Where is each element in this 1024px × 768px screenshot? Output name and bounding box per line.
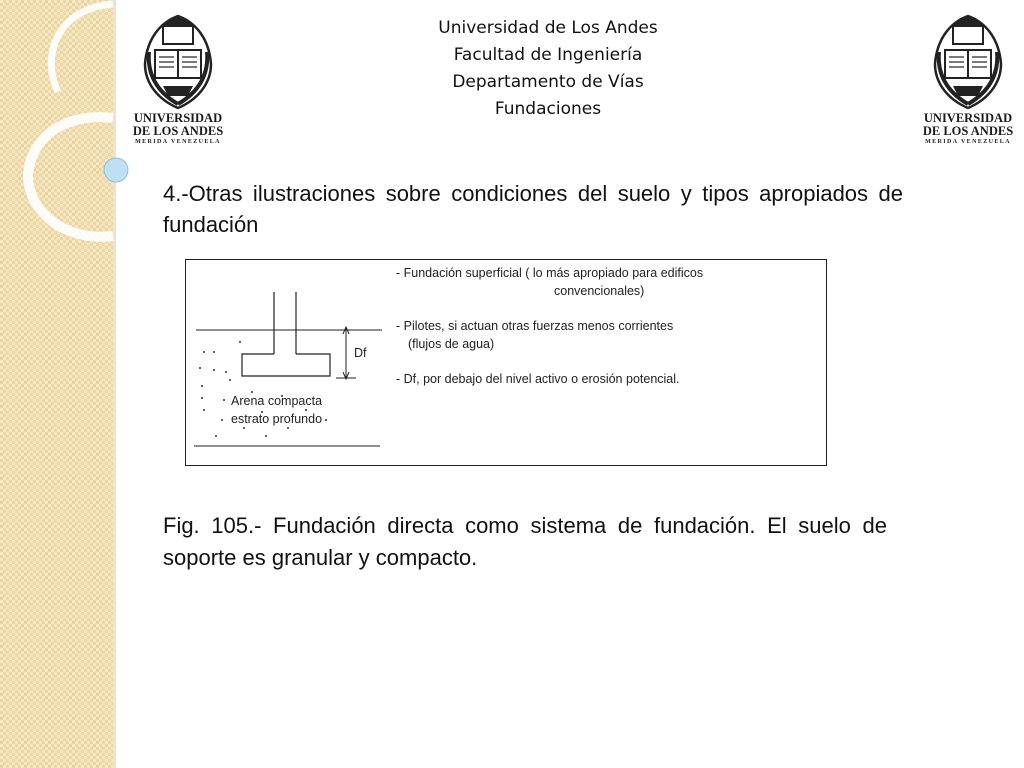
- decorative-dot: [104, 158, 128, 182]
- header-university: Universidad de Los Andes: [438, 18, 658, 38]
- logo-text-line1: UNIVERSIDAD: [133, 111, 223, 125]
- slide-header: [348, 15, 748, 123]
- figure-caption: Fig. 105.- Fundación directa como sistema de fundación. El suelo de soporte es granular y compacto.: [163, 513, 887, 570]
- university-logo-left: [130, 12, 226, 147]
- soil-label-line2: estrato profundo: [231, 412, 323, 426]
- df-label: Df: [354, 346, 367, 360]
- logo-text-line2: DE LOS ANDES: [132, 124, 224, 138]
- slide-heading: 4.-Otras ilustraciones sobre condiciones del suelo y tipos apropiados de fundación: [163, 181, 903, 237]
- note-shallow-line1: - Fundación superficial ( lo más apropiado para edificos: [396, 266, 704, 280]
- university-crest-icon: [133, 12, 223, 112]
- soil-label-line1: Arena compacta: [231, 394, 323, 408]
- logo-text-line1: UNIVERSIDAD: [923, 111, 1013, 125]
- header-course: Fundaciones: [494, 99, 602, 119]
- note-shallow-line2: convencionales): [554, 284, 645, 298]
- logo-text-line2: DE LOS ANDES: [922, 124, 1014, 138]
- foundation-figure: [185, 259, 827, 466]
- note-piles-line1: - Pilotes, si actuan otras fuerzas menos corrientes: [396, 319, 674, 333]
- header-department: Departamento de Vías: [452, 72, 644, 92]
- note-piles-line2: (flujos de agua): [408, 337, 495, 351]
- logo-text-line3: MERIDA VENEZUELA: [135, 139, 221, 145]
- header-faculty: Facultad de Ingeniería: [453, 45, 643, 65]
- note-df: - Df, por debajo del nivel activo o erosión potencial.: [396, 372, 680, 386]
- university-logo-right: [920, 12, 1016, 147]
- university-crest-icon: [923, 12, 1013, 112]
- logo-text-line3: MERIDA VENEZUELA: [925, 139, 1011, 145]
- foundation-diagram: [186, 260, 826, 465]
